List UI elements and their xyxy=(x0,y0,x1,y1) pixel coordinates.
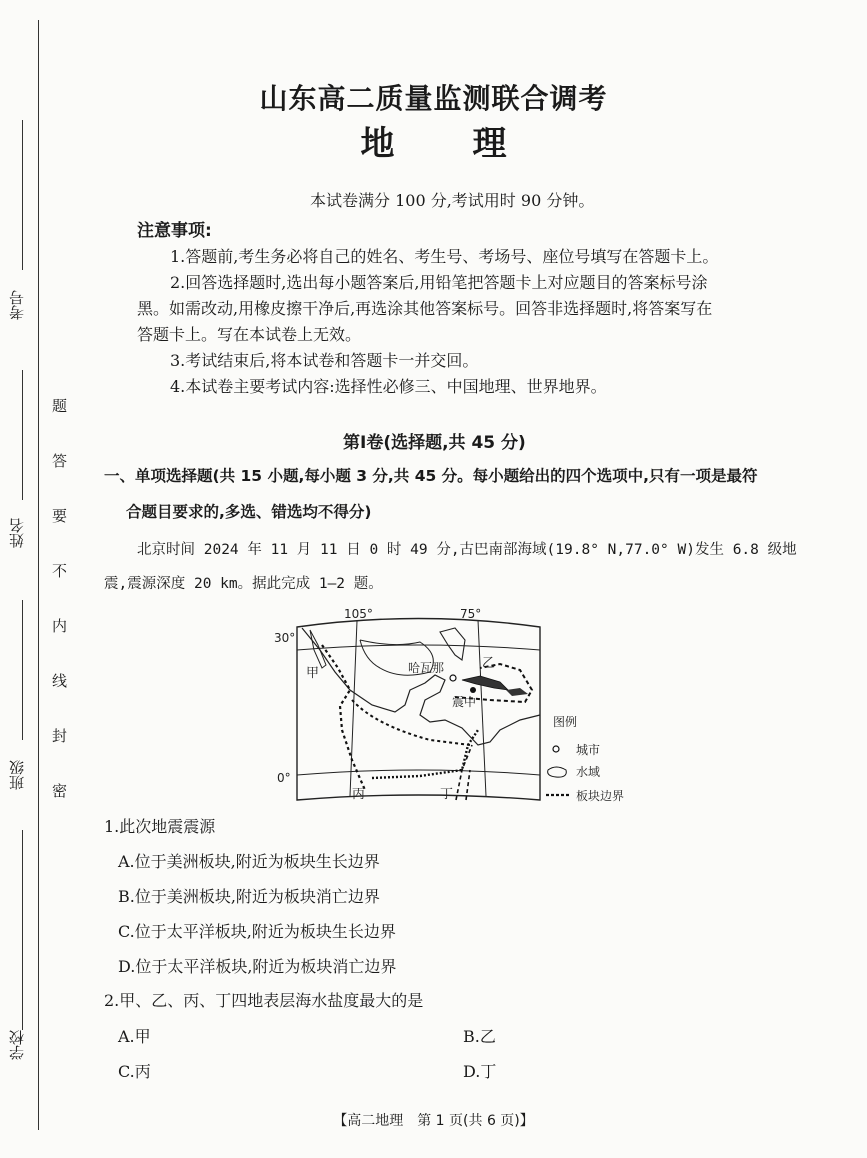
label-yi: 乙 xyxy=(482,656,496,671)
label-ding: 丁 xyxy=(440,787,454,802)
class-label: 班级 xyxy=(8,760,26,790)
seal-char: 封 xyxy=(52,727,68,745)
lon-label-75: 75° xyxy=(460,607,482,621)
q2-option-c: C.丙 xyxy=(118,1062,151,1081)
hispaniola xyxy=(506,688,528,696)
q1-option-a: A.位于美洲板块,附近为板块生长边界 xyxy=(118,852,380,871)
q2-option-d: D.丁 xyxy=(463,1062,497,1081)
exam-intro: 本试卷满分 100 分,考试用时 90 分钟。 xyxy=(310,191,595,210)
plate-map xyxy=(270,604,650,804)
seal-char: 线 xyxy=(52,672,68,690)
notice-item-2-end: 答题卡上。写在本试卷上无效。 xyxy=(137,325,362,344)
exam-title: 山东高二质量监测联合调考 xyxy=(259,82,608,115)
legend-title: 图例 xyxy=(553,715,578,729)
havana-city-marker xyxy=(450,675,456,681)
binding-line xyxy=(38,20,39,1130)
seal-char: 内 xyxy=(52,617,68,635)
notice-item-1: 1.答题前,考生务必将自己的姓名、考生号、考场号、座位号填写在答题卡上。 xyxy=(170,247,719,266)
section-instructions-cont: 合题目要求的,多选、错选均不得分) xyxy=(126,503,372,521)
name-label: 姓名 xyxy=(8,518,26,548)
q1-option-c: C.位于太平洋板块,附近为板块生长边界 xyxy=(118,922,396,941)
binding-margin xyxy=(0,0,100,1158)
school-underline xyxy=(22,830,23,1030)
question-stem-cont: 震,震源深度 20 km。据此完成 1—2 题。 xyxy=(104,576,383,592)
lat-label-30: 30° xyxy=(274,631,296,645)
seal-char: 密 xyxy=(52,782,68,800)
school-label: 学校 xyxy=(8,1030,26,1060)
exam-no-label: 考号 xyxy=(8,290,26,320)
notice-item-2: 2.回答选择题时,选出每小题答案后,用铅笔把答题卡上对应题目的答案标号涂 xyxy=(170,273,708,292)
label-bing: 丙 xyxy=(352,787,366,802)
parallel-30 xyxy=(297,645,540,650)
q2-stem: 2.甲、乙、丙、丁四地表层海水盐度最大的是 xyxy=(104,991,424,1010)
seal-char: 不 xyxy=(52,562,68,580)
boundary-pacific-coast xyxy=(322,645,365,790)
lat-label-0: 0° xyxy=(277,771,291,785)
q2-option-b: B.乙 xyxy=(463,1027,496,1046)
cuba xyxy=(462,676,508,690)
legend-water-label: 水域 xyxy=(576,765,601,779)
label-havana: 哈瓦那 xyxy=(408,661,445,675)
legend-city-symbol xyxy=(553,746,559,752)
q2-option-a: A.甲 xyxy=(118,1027,151,1046)
parallel-0 xyxy=(297,770,540,775)
seal-char: 答 xyxy=(52,452,68,470)
notice-heading: 注意事项: xyxy=(137,221,212,241)
q1-option-b: B.位于美洲板块,附近为板块消亡边界 xyxy=(118,887,380,906)
epicenter-marker xyxy=(470,687,476,693)
legend-city-label: 城市 xyxy=(576,743,601,757)
question-stem: 北京时间 2024 年 11 月 11 日 0 时 49 分,古巴南部海域(19.8° N,77.0° W)发生 6.8 级地 xyxy=(137,542,797,558)
notice-item-2-cont: 黑。如需改动,用橡皮擦干净后,再选涂其他答案标号。回答非选择题时,将答案写在 xyxy=(137,299,713,318)
label-jia: 甲 xyxy=(306,666,320,681)
q1-option-d: D.位于太平洋板块,附近为板块消亡边界 xyxy=(118,957,397,976)
notice-item-3: 3.考试结束后,将本试卷和答题卡一并交回。 xyxy=(170,351,479,370)
section-title: 第Ⅰ卷(选择题,共 45 分) xyxy=(343,433,526,453)
lon-label-105: 105° xyxy=(344,607,373,621)
boundary-south xyxy=(456,745,472,800)
label-epicenter: 震中 xyxy=(452,695,477,709)
seal-warning xyxy=(52,395,67,835)
page-footer: 【高二地理 第 1 页(共 6 页)】 xyxy=(333,1113,534,1129)
section-instructions: 一、单项选择题(共 15 小题,每小题 3 分,共 45 分。每小题给出的四个选项中,只有一项是最符 xyxy=(104,467,758,485)
q1-stem: 1.此次地震震源 xyxy=(104,817,216,836)
seal-char: 题 xyxy=(52,397,68,415)
florida xyxy=(440,628,465,660)
legend-water-symbol xyxy=(548,767,567,777)
legend-boundary-label: 板块边界 xyxy=(576,789,625,803)
seal-char: 要 xyxy=(52,507,68,525)
name-underline xyxy=(22,370,23,500)
notice-item-4: 4.本试卷主要考试内容:选择性必修三、中国地理、世界地界。 xyxy=(170,377,607,396)
class-underline xyxy=(22,600,23,740)
subject-title: 地理 xyxy=(360,124,585,164)
